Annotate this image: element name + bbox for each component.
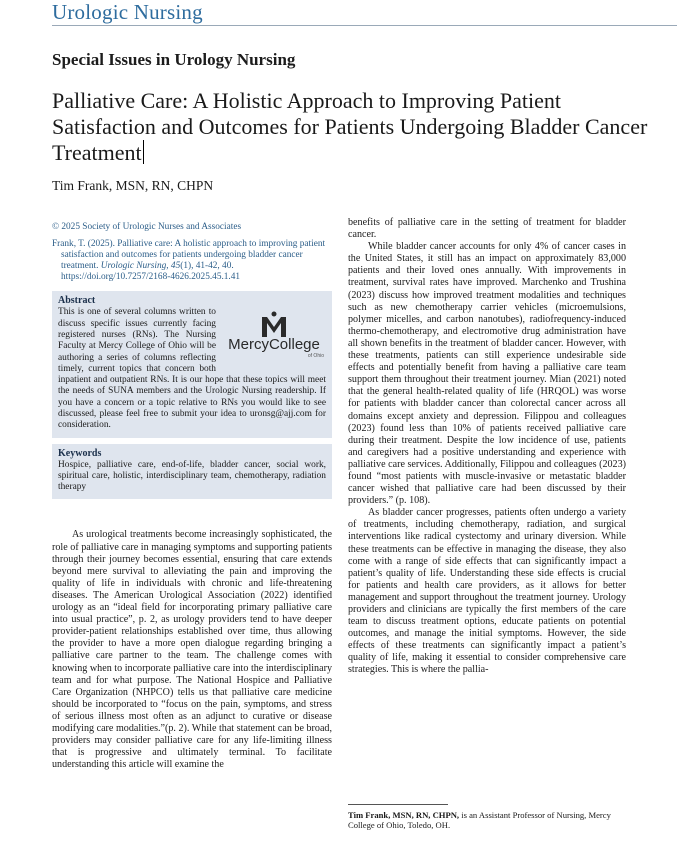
- article-title-text: Palliative Care: A Holistic Approach to Improving Patient Satisfaction and Outcomes for Patients Undergoing Bladder Cancer Treatment: [52, 88, 648, 165]
- body-paragraph: While bladder cancer accounts for only 4% of cancer cases in the United States, it still has an impact on approximately 83,000 patients and their loved ones annually. With improvements in treatment, survival rates have improved. Marchenko and Trushina (2023) discuss how improved treatment modalities and techniques such as new chemotherapy carrier vehicles (microemulsions, polymer micelles, and carbon nanotubes), radiofrequency-induced thermo-chemotherapy, and electromotive drug administration have all shown benefits in the treatment of bladder cancer. However, with these treatments, patients can still experience undesirable side effects and potentially benefit from having a palliative care team support them throughout their treatment journey. Mian (2021) noted that the general health-related quality of life (HRQOL) was worse for patients with bladder cancer than colorectal cancer across all domains except anxiety and depression. Filippou and colleagues (2023) found less than 10% of patients received palliative care during their treatment. Despite the low incidence of use, patients and caregivers had a positive understanding and experience with palliative care services. Additionally, Filippou and colleagues (2023) found “most patients with muscle-invasive or metastatic bladder cancer wished that palliative care had been discussed by their providers.” (p. 108).: [348, 241, 626, 507]
- logo-name: MercyCollege: [228, 336, 320, 354]
- body-paragraph: benefits of palliative care in the setting of treatment for bladder cancer.: [348, 217, 626, 241]
- footnote-divider: [348, 804, 448, 805]
- keywords-text: Hospice, palliative care, end-of-life, bladder cancer, social work, spiritual care, holistic, interdisciplinary team, chemotherapy, radiation therapy: [58, 459, 326, 493]
- abstract-box: [52, 291, 332, 437]
- abstract-heading: Abstract: [58, 295, 96, 307]
- abstract-text: [58, 307, 326, 431]
- body-paragraph: As bladder cancer progresses, patients often undergo a variety of treatments, including chemotherapy, radiation, and surgical interventions like radical cystectomy and urinary diversion. While these treatments can be effective in managing the disease, they also come with a range of side effects that can significantly impact a patient’s quality of life. Understanding these side effects is crucial for patients and health care providers, as it allows for better management and support throughout the treatment journey. Urology providers and clinicians are typically the first members of the care team to discuss treatment options, educate patients on potential outcomes, and manage the initial symptoms. However, the side effects of these treatments can significantly impact a patient’s quality of life, making it essential to consider comprehensive care strategies. This is where the pallia-: [348, 507, 626, 676]
- citation-prefix: Frank, T. (2025). Palliative care: A holistic approach to improving patient satisfaction and outcomes for patients undergoing bladder cancer treatment.: [52, 238, 326, 271]
- left-column: [52, 222, 332, 771]
- article-title: [52, 88, 652, 166]
- abstract-body: This is one of several columns written to discuss specific issues currently facing registered nurses (RNs). The Nursing Faculty at Mercy College of Ohio will be authoring a series of columns reflecting timely, current topics that concern both inpatient and outpatient RNs. It is our hope that these topics will meet the needs of SUNA members and the Urologic Nursing readership. If you have a concern or a topic relative to RNs you would like to see discussed, please feel free to submit your idea to uronsg@ajj.com for consideration.: [58, 307, 326, 431]
- logo-subtitle: of Ohio: [307, 353, 324, 360]
- footnote-text: is an Assistant Professor of Nursing, Mercy College of Ohio, Toledo, OH.: [348, 810, 611, 831]
- text-cursor: [143, 140, 144, 164]
- right-column: [348, 217, 626, 677]
- body-paragraph: As urological treatments become increasingly sophisticated, the role of palliative care in managing symptoms and supporting patients through their journey becomes essential, ensuring that care extends beyond mere survival to alleviating the pain and improving the quality of life in individuals with chronic and life-threatening diseases. The American Urological Association (2022) identified urology as an “ideal field for incorporating primary palliative care into usual practice”, p. 2, as urology providers tend to have deeper provider-patient relationships established over time, thus allowing the provider to have a more open dialogue regarding bringing a palliative care partner to the team. The challenge comes with knowing when to incorporate palliative care into the interdisciplinary team and for what purpose. The National Hospice and Palliative Care Organization (NHPCO) tells us that palliative care medicine should be incorporated to “focus on the pain, symptoms, and stress of serious illness most often as an adjunct to curative or disease modifying care modalities.”(p. 2). While that statement can be broad, providers may consider palliative care for any life-limiting illness that is progressive and ultimately terminal. To facilitate understanding this article will examine the: [52, 529, 332, 771]
- journal-name: Urologic Nursing: [52, 0, 203, 24]
- footnote-author: Tim Frank, MSN, RN, CHPN,: [348, 810, 460, 820]
- copyright-notice: © 2025 Society of Urologic Nurses and Associates: [52, 222, 242, 232]
- citation: [52, 239, 332, 284]
- mercy-college-logo: [220, 311, 328, 363]
- citation-suffix: (1), 41-42, 40. https://doi.org/10.7257/2168-4626.2025.45.1.41: [61, 260, 241, 283]
- keywords-box: [52, 444, 332, 500]
- header-divider: [52, 25, 677, 26]
- citation-journal: Urologic Nursing, 45: [100, 260, 181, 271]
- author-footnote: [348, 810, 628, 831]
- section-title: Special Issues in Urology Nursing: [52, 50, 296, 69]
- keywords-heading: Keywords: [58, 447, 102, 459]
- author-line: Tim Frank, MSN, RN, CHPN: [52, 178, 214, 193]
- mercy-college-m-icon: [260, 311, 288, 337]
